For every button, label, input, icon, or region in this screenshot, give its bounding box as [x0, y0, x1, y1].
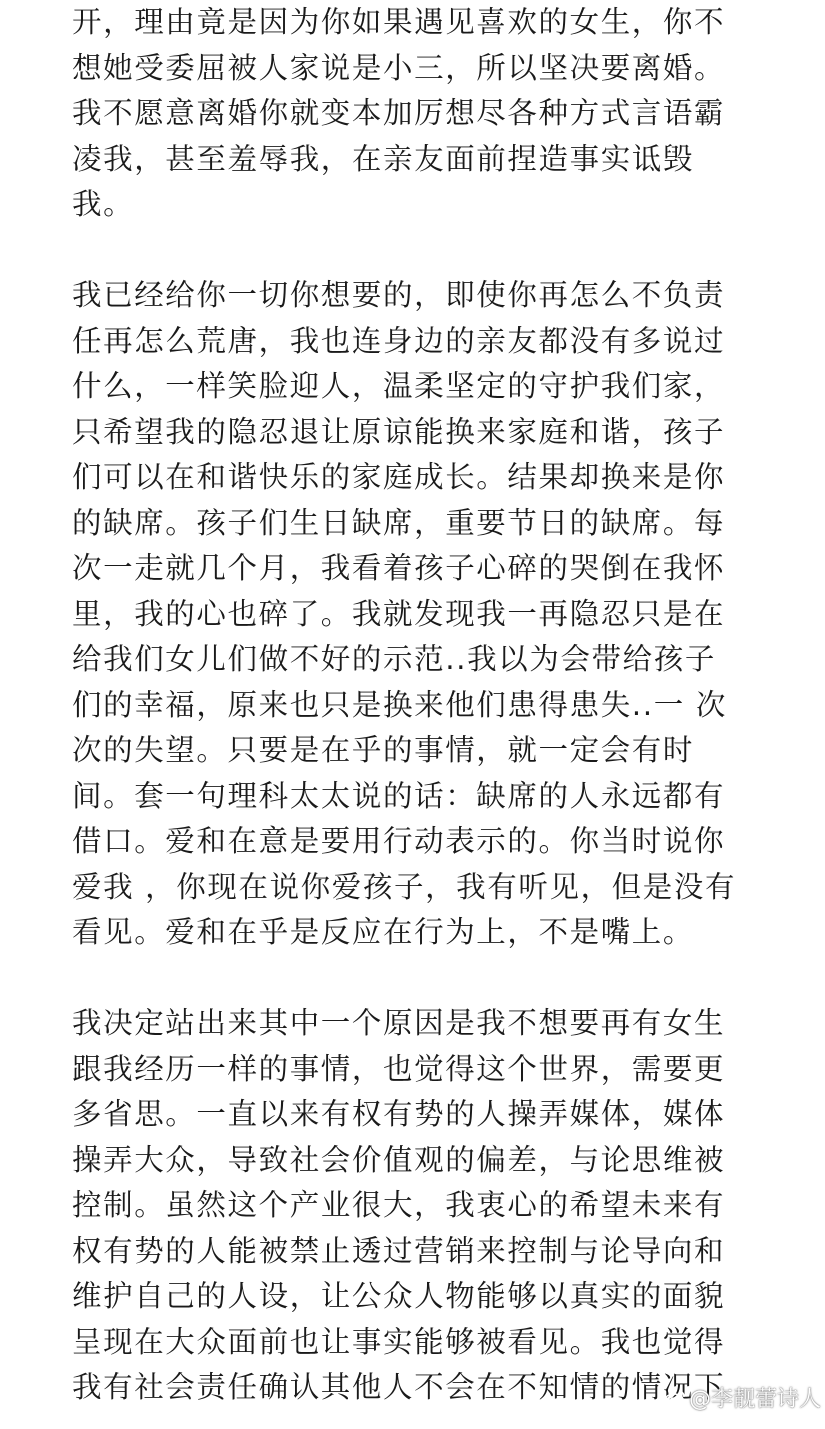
text-line: 的缺席。孩子们生日缺席，重要节日的缺席。每 [72, 505, 726, 540]
paragraph-2 [72, 273, 762, 956]
text-line: 权有势的人能被禁止透过营销来控制与论导向和 [72, 1233, 726, 1268]
text-line: 操弄大众，导致社会价值观的偏差，与论思维被 [72, 1142, 726, 1177]
text-line: 借口。爱和在意是要用行动表示的。你当时说你 [72, 824, 726, 858]
text-line: 们可以在和谐快乐的家庭成长。结果却换来是你 [72, 460, 726, 494]
text-line: 我已经给你一切你想要的，即使你再怎么不负责 [72, 278, 726, 312]
text-line: 跟我经历一样的事情，也觉得这个世界，需要更 [72, 1051, 726, 1086]
document-body [72, 0, 762, 1411]
text-line: 多省思。一直以来有权有势的人操弄媒体，媒体 [72, 1097, 726, 1131]
text-line: 开，理由竟是因为你如果遇见喜欢的女生，你不 [72, 5, 726, 39]
text-line: 我决定站出来其中一个原因是我不想要再有女生 [72, 1006, 726, 1040]
text-line: 我。 [72, 187, 135, 221]
text-line: 爱我 ，你现在说你爱孩子，我有听见，但是没有 [72, 869, 737, 904]
paragraph-spacer [72, 228, 762, 274]
text-line: 看见。爱和在乎是反应在行为上，不是嘴上。 [72, 915, 695, 949]
text-line: 维护自己的人设，让公众人物能够以真实的面貌 [72, 1279, 726, 1313]
paragraph-1 [72, 0, 762, 228]
text-line: 呈现在大众面前也让事实能够被看见。我也觉得 [72, 1324, 726, 1359]
paragraph-spacer [72, 956, 762, 1002]
text-line: 什么，一样笑脸迎人，温柔坚定的守护我们家， [72, 369, 726, 403]
text-line: 我不愿意离婚你就变本加厉想尽各种方式言语霸 [72, 96, 726, 130]
weibo-logo-icon [664, 1389, 686, 1407]
text-line: 控制。虽然这个产业很大，我衷心的希望未来有 [72, 1188, 726, 1222]
paragraph-3 [72, 1001, 762, 1411]
watermark-text: @李靓蕾诗人 [688, 1387, 821, 1412]
text-line: 们的幸福，原来也只是换来他们患得患失..一 次 [72, 687, 727, 722]
text-line: 凌我，甚至羞辱我，在亲友面前捏造事实诋毁 [72, 141, 695, 176]
text-line: 里，我的心也碎了。我就发现我一再隐忍只是在 [72, 596, 726, 631]
text-line: 间。套一句理科太太说的话：缺席的人永远都有 [72, 778, 726, 813]
text-line: 次的失望。只要是在乎的事情，就一定会有时 [72, 733, 695, 767]
text-line: 任再怎么荒唐，我也连身边的亲友都没有多说过 [72, 323, 726, 358]
text-line: 我有社会责任确认其他人不会在不知情的情况下 [72, 1370, 726, 1404]
weibo-watermark [664, 1382, 821, 1413]
text-line: 只希望我的隐忍退让原谅能换来家庭和谐，孩子 [72, 414, 726, 449]
text-line: 次一走就几个月，我看着孩子心碎的哭倒在我怀 [72, 551, 726, 585]
text-line: 给我们女儿们做不好的示范..我以为会带给孩子 [72, 642, 716, 676]
text-line: 想她受委屈被人家说是小三，所以坚决要离婚。 [72, 50, 726, 85]
